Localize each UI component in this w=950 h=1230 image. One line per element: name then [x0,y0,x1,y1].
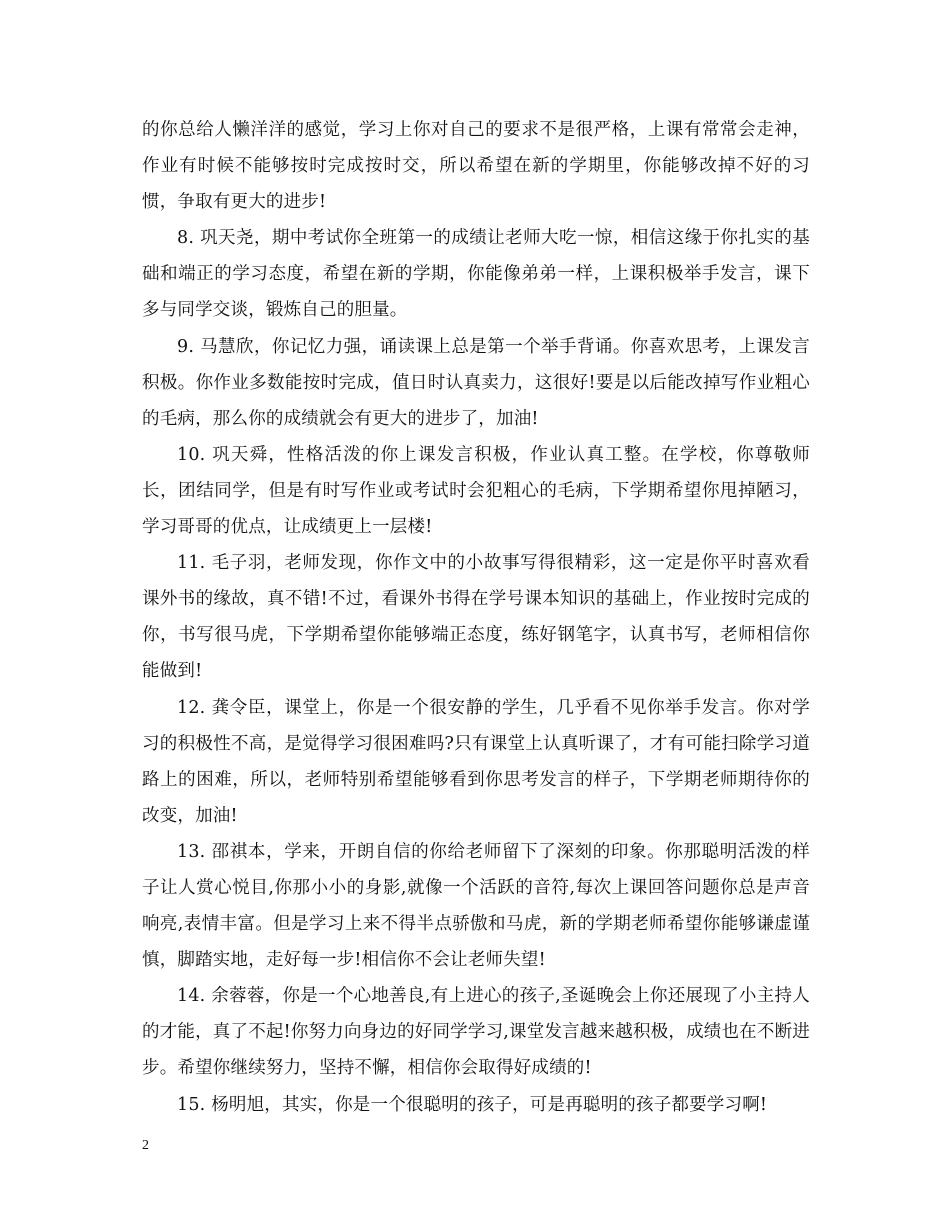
paragraph-comment-9: 9. 马慧欣，你记忆力强，诵读课上总是第一个举手背诵。你喜欢思考，上课发言积极。你作业多数能按时完成，值日时认真卖力，这很好!要是以后能改掉写作业粗心的毛病，那么你的成绩就会有更大的进步了，加油! [142,336,810,429]
paragraph-comment-8: 8. 巩天尧，期中考试你全班第一的成绩让老师大吃一惊，相信这缘于你扎实的基础和端正的学习态度，希望在新的学期，你能像弟弟一样，上课积极举手发言，课下多与同学交谈，锻炼自己的胆量。 [142,228,810,321]
page-number: 2 [142,1138,149,1153]
document-body [142,112,810,1123]
paragraph-comment-13: 13. 邵祺本，学来，开朗自信的你给老师留下了深刻的印象。你那聪明活泼的样子让人赏心悦目,你那小小的身影,就像一个活跃的音符,每次上课回答问题你总是声音响亮,表情丰富。但是学习上来不得半点骄傲和马虎，新的学期老师希望你能够谦虚谨慎，脚踏实地，走好每一步!相信你不会让老师失望! [142,841,810,971]
paragraph-continuation: 的你总给人懒洋洋的感觉，学习上你对自己的要求不是很严格，上课有常常会走神，作业有时候不能够按时完成按时交，所以希望在新的学期里，你能够改掉不好的习惯，争取有更大的进步! [142,120,810,213]
paragraph-comment-14: 14. 余蓉蓉，你是一个心地善良,有上进心的孩子,圣诞晚会上你还展现了小主持人的才能，真了不起!你努力向身边的好同学学习,课堂发言越来越积极，成绩也在不断进步。希望你继续努力，坚持不懈，相信你会取得好成绩的! [142,986,810,1079]
paragraph-comment-11: 11. 毛子羽，老师发现，你作文中的小故事写得很精彩，这一定是你平时喜欢看课外书的缘故，真不错!不过，看课外书得在学号课本知识的基础上，作业按时完成的你，书写很马虎，下学期希望你能够端正态度，练好钢笔字，认真书写，老师相信你能做到! [142,553,810,682]
paragraph-comment-10: 10. 巩天舜，性格活泼的你上课发言积极，作业认真工整。在学校，你尊敬师长，团结同学，但是有时写作业或考试时会犯粗心的毛病，下学期希望你甩掉陋习，学习哥哥的优点，让成绩更上一层楼! [142,444,810,538]
paragraph-comment-15: 15. 杨明旭，其实，你是一个很聪明的孩子，可是再聪明的孩子都要学习啊! [177,1094,768,1115]
paragraph-comment-12: 12. 龚令臣，课堂上，你是一个很安静的学生，几乎看不见你举手发言。你对学习的积极性不高，是觉得学习很困难吗?只有课堂上认真听课了，才有可能扫除学习道路上的困难，所以，老师特别希望能够看到你思考发言的样子，下学期老师期待你的改变，加油! [142,697,810,826]
